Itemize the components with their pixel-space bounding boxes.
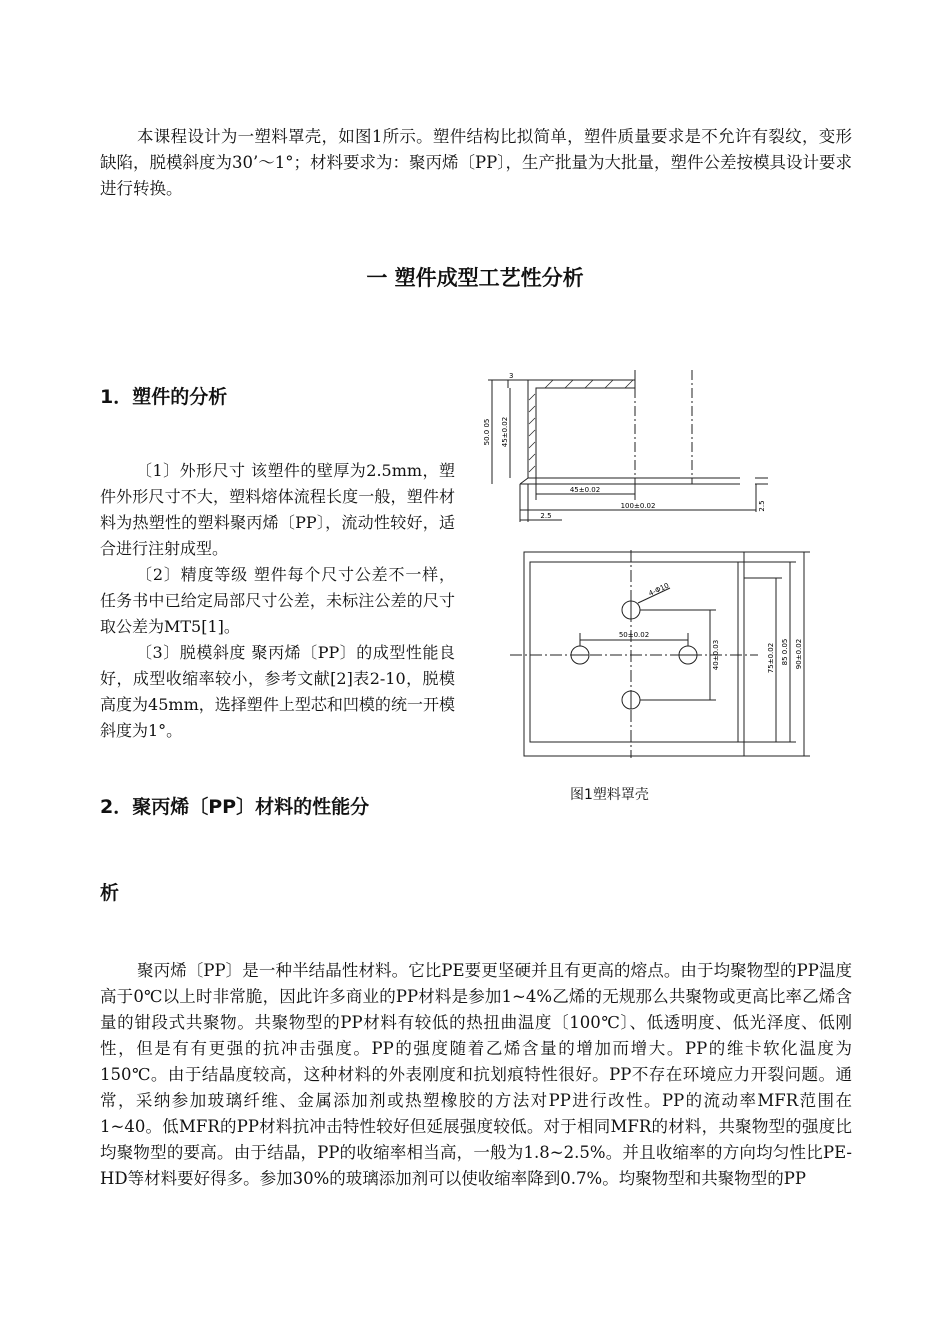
dim-40: 40±0.03 [712, 639, 720, 671]
dim-85: 85 0.05 [781, 638, 789, 666]
dim-3: 3 [509, 372, 514, 380]
paragraph-shape-size: 〔1〕外形尺寸 该塑件的壁厚为2.5mm，塑件外形尺寸不大，塑料熔体流程长度一般，塑件材料为热塑性的塑料聚丙烯〔PP〕，流动性较好，适合进行注射成型。 [100, 461, 455, 558]
subsection-title-2-continued: 析 [100, 882, 120, 904]
dim-2-5-right: 2.5 [758, 500, 766, 512]
dim-45-vertical: 45±0.02 [501, 416, 509, 448]
dim-2-5-bottom: 2.5 [540, 512, 552, 520]
dim-45-horizontal: 45±0.02 [569, 486, 601, 494]
section-title: 一 塑件成型工艺性分析 [366, 266, 584, 290]
subsection-1-body [100, 458, 455, 744]
subsection-title-2: 2．聚丙烯〔PP〕材料的性能分 [100, 796, 370, 818]
body-paragraph-pp: 聚丙烯〔PP〕是一种半结晶性材料。它比PE要更坚硬并且有更高的熔点。由于均聚物型的PP温度高于0℃以上时非常脆，因此许多商业的PP材料是参加1~4%乙烯的无规那么共聚物或更高比率乙烯含量的钳段式共聚物。共聚物型的PP材料有较低的热扭曲温度〔100℃〕、低透明度、低光泽度、低刚性，但是有有更强的抗冲击强度。PP的强度随着乙烯含量的增加而增大。PP的维卡软化温度为150℃。由于结晶度较高，这种材料的外表刚度和抗划痕特性很好。PP不存在环境应力开裂问题。通常，采纳参加玻璃纤维、金属添加剂或热塑橡胶的方法对PP进行改性。PP的流动率MFR范围在1~40。低MFR的PP材料抗冲击特性较好但延展强度较低。对于相同MFR的材料，共聚物型的强度比均聚物型的要高。由于结晶，PP的收缩率相当高，一般为1.8~2.5%。并且收缩率的方向均匀性比PE-HD等材料要好得多。参加30%的玻璃添加剂可以使收缩率降到0.7%。均聚物型和共聚物型的PP [100, 961, 852, 1188]
dim-50-top-view: 50±0.02 [618, 631, 650, 639]
dim-90: 90±0.02 [795, 638, 803, 670]
dim-100: 100±0.02 [620, 502, 656, 510]
paragraph-precision: 〔2〕精度等级 塑件每个尺寸公差不一样，任务书中已给定局部尺寸公差，未标注公差的尺寸取公差为MT5[1]。 [100, 565, 455, 636]
figure-caption: 图1塑料罩壳 [570, 787, 649, 803]
intro-paragraph: 本课程设计为一塑料罩壳，如图1所示。塑件结构比拟简单，塑件质量要求是不允许有裂纹，变形缺陷，脱模斜度为30’～1°；材料要求为：聚丙烯〔PP〕，生产批量为大批量，塑件公差按模具设计要求进行转换。 [100, 127, 852, 198]
figure-side-view [470, 360, 780, 530]
paragraph-draft-angle: 〔3〕脱模斜度 聚丙烯〔PP〕的成型性能良好，成型收缩率较小，参考文献[2]表2-10，脱模高度为45mm，选择塑件上型芯和凹模的统一开模斜度为1°。 [100, 643, 455, 740]
dim-75: 75±0.02 [767, 642, 775, 674]
dim-holes: 4-Φ10 [647, 581, 671, 598]
subsection-title-1: 1．塑件的分析 [100, 386, 228, 408]
dim-50: 50.0 05 [483, 418, 491, 446]
figure-top-view [500, 548, 820, 760]
